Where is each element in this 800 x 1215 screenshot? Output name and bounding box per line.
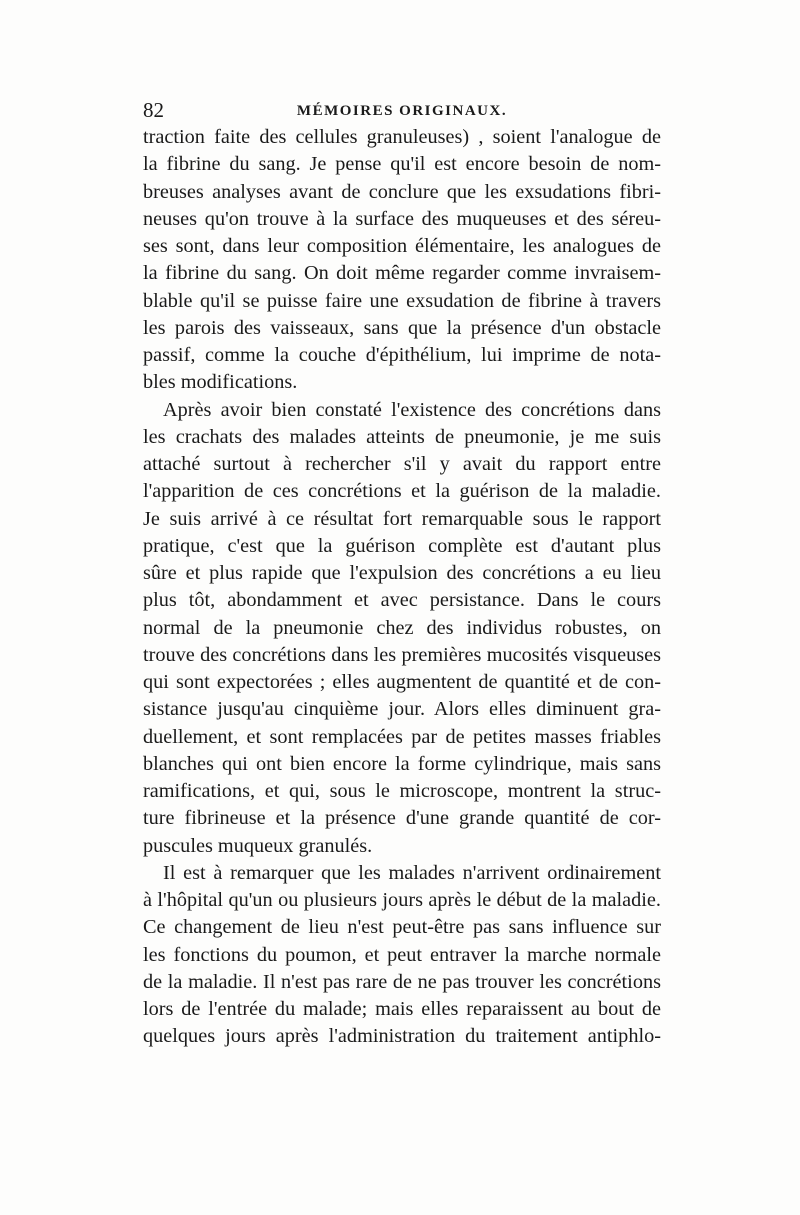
text-line: pratique, c'est que la guérison complète est d'autant plus: [143, 534, 661, 557]
text-line: normal de la pneumonie chez des individus robustes, on: [143, 616, 661, 639]
paragraph-1: [143, 124, 661, 397]
text-line: trouve des concrétions dans les premières mucosités visqueuses: [143, 643, 661, 666]
text-line: sistance jusqu'au cinquième jour. Alors elles diminuent gra-: [143, 698, 661, 721]
text-line: ture fibrineuse et la présence d'une grande quantité de cor-: [143, 807, 661, 830]
text-line: ses sont, dans leur composition élémentaire, les analogues de: [143, 235, 661, 257]
text-line: breuses analyses avant de conclure que les exsudations fibri-: [143, 180, 661, 203]
text-line: attaché surtout à rechercher s'il y avait du rapport entre: [143, 453, 661, 475]
text-line: Ce changement de lieu n'est peut-être pas sans influence sur: [143, 916, 661, 939]
text-line: blable qu'il se puisse faire une exsudation de fibrine à travers: [143, 289, 661, 312]
page-number: 82: [143, 98, 164, 122]
text-line: neuses qu'on trouve à la surface des muqueuses et des séreu-: [143, 207, 661, 230]
text-line: les fonctions du poumon, et peut entraver la marche normale: [143, 943, 661, 966]
text-line: lors de l'entrée du malade; mais elles reparaissent au bout de: [143, 998, 661, 1020]
text-line: la fibrine du sang. Je pense qu'il est encore besoin de nom-: [143, 153, 661, 176]
paragraph-2: [143, 397, 661, 860]
text-line: à l'hôpital qu'un ou plusieurs jours après le début de la maladie.: [143, 889, 661, 911]
text-line: la fibrine du sang. On doit même regarder comme invraisem-: [143, 262, 661, 285]
text-line: Après avoir bien constaté l'existence des concrétions dans: [163, 398, 661, 421]
text-line: duellement, et sont remplacées par de petites masses friables: [143, 725, 661, 748]
text-line: passif, comme la couche d'épithélium, lui imprime de nota-: [143, 344, 661, 366]
text-line: qui sont expectorées ; elles augmentent de quantité et de con-: [143, 671, 661, 693]
paragraph-3: [143, 860, 661, 1051]
text-line: blanches qui ont bien encore la forme cylindrique, mais sans: [143, 752, 661, 775]
text-line: sûre et plus rapide que l'expulsion des concrétions a eu lieu: [143, 562, 661, 584]
text-line: bles modifications.: [143, 371, 298, 394]
text-line: Il est à remarquer que les malades n'arrivent ordinairement: [163, 861, 661, 884]
text-line: ramifications, et qui, sous le microscope, montrent la struc-: [143, 780, 661, 802]
text-line: de la maladie. Il n'est pas rare de ne pas trouver les concrétions: [143, 970, 661, 993]
text-line: les crachats des malades atteints de pneumonie, je me suis: [143, 425, 661, 448]
text-line: les parois des vaisseaux, sans que la présence d'un obstacle: [143, 316, 661, 339]
text-line: traction faite des cellules granuleuses) , soient l'analogue de: [143, 126, 661, 148]
text-line: quelques jours après l'administration du traitement antiphlo-: [143, 1025, 661, 1048]
running-title: MÉMOIRES ORIGINAUX.: [296, 103, 508, 119]
text-line: l'apparition de ces concrétions et la guérison de la maladie.: [143, 480, 661, 503]
text-line: puscules muqueux granulés.: [143, 834, 373, 857]
text-line: plus tôt, abondamment et avec persistance. Dans le cours: [143, 589, 661, 612]
body-text: [143, 124, 661, 1051]
running-head: [143, 98, 661, 122]
text-line: Je suis arrivé à ce résultat fort remarquable sous le rapport: [143, 507, 661, 530]
